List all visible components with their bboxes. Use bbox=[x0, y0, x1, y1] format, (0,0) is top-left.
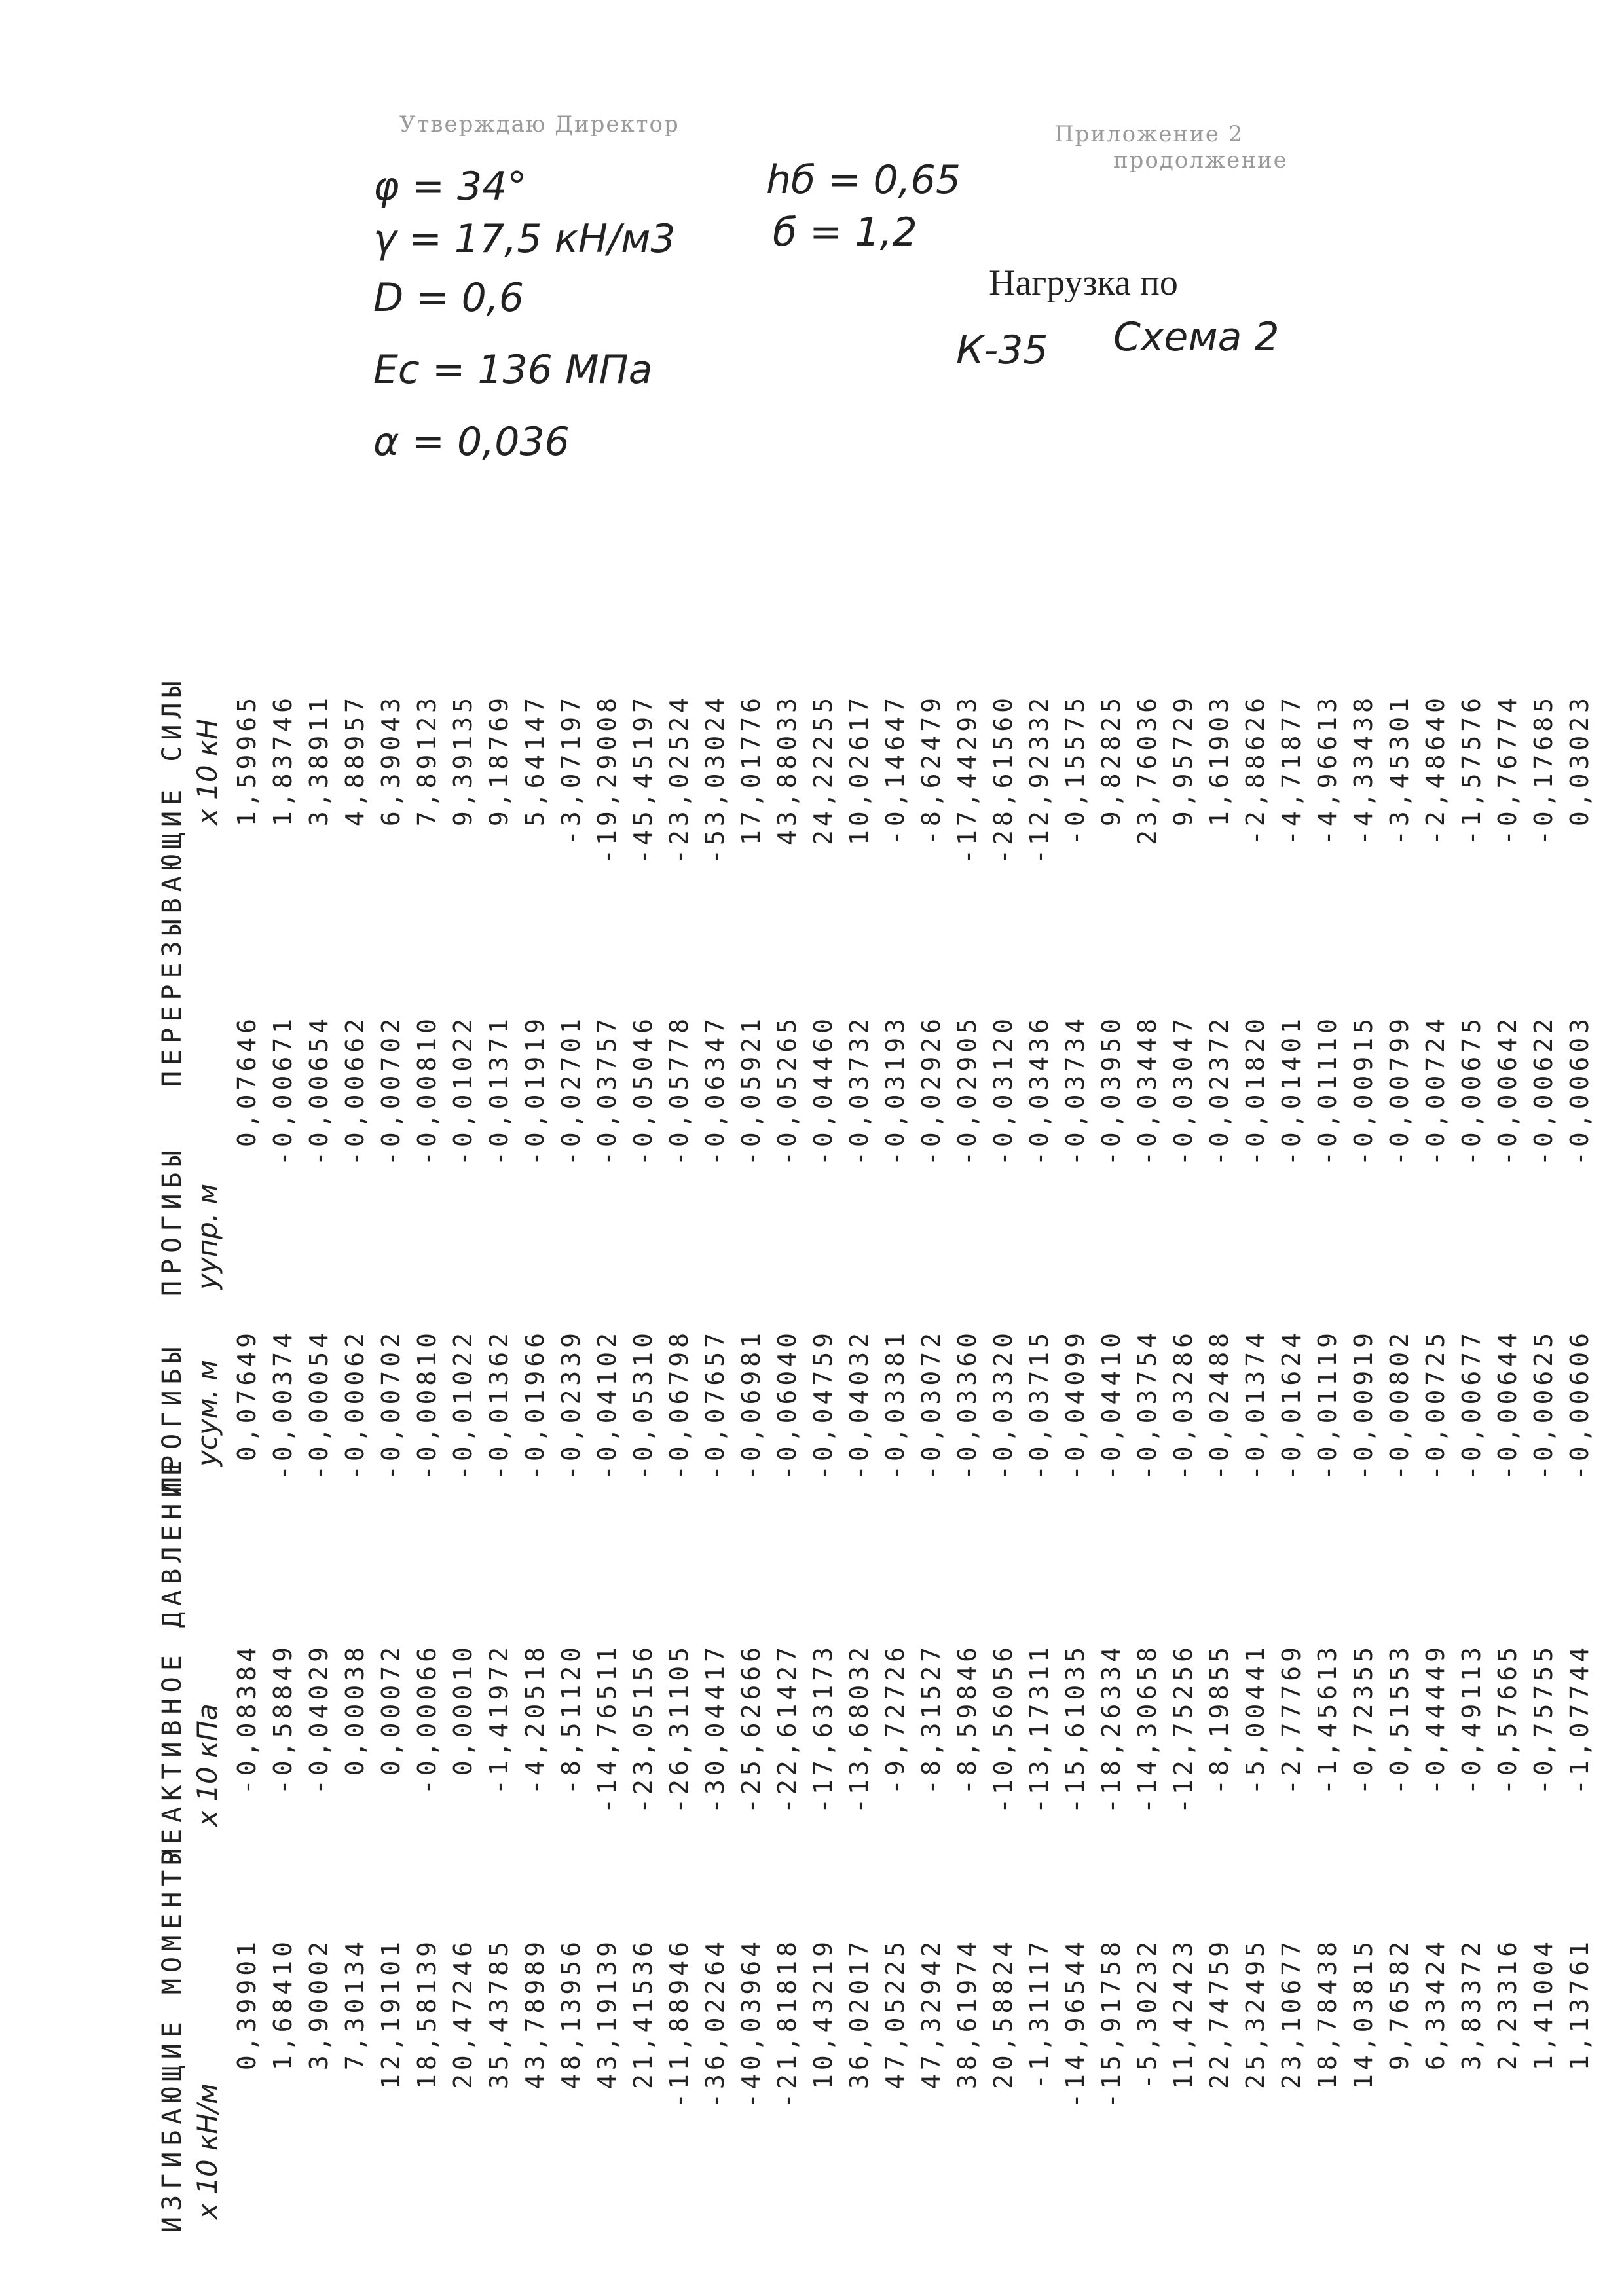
table-cell: -19,29008 bbox=[593, 694, 621, 864]
table-cell: -0,01624 bbox=[1277, 1329, 1306, 1481]
table-cell: -3,45301 bbox=[1385, 694, 1414, 846]
table-cell: -0,06981 bbox=[737, 1329, 766, 1481]
column-header: ПРОГИБЫ bbox=[157, 1341, 187, 1493]
table-cell: -0,05921 bbox=[737, 1015, 766, 1167]
table-cell: -0,03047 bbox=[1169, 1015, 1198, 1167]
table-cell: -40,03964 bbox=[737, 1938, 766, 2108]
table-cell: -1,41972 bbox=[485, 1643, 513, 1795]
table-cell: -12,92332 bbox=[1025, 694, 1054, 864]
table-cell: -0,00810 bbox=[413, 1329, 441, 1481]
table-cell: -0,07657 bbox=[701, 1329, 729, 1481]
table-cell: -0,00054 bbox=[304, 1329, 333, 1481]
table-cell: -0,03715 bbox=[1025, 1329, 1054, 1481]
table-cell: -0,02372 bbox=[1205, 1015, 1234, 1167]
table-cell: -0,05310 bbox=[629, 1329, 657, 1481]
table-cell: -1,31117 bbox=[1025, 1938, 1054, 2090]
results-table bbox=[157, 530, 1594, 2232]
table-cell: -10,56056 bbox=[989, 1643, 1018, 1813]
table-cell: -2,77769 bbox=[1277, 1643, 1306, 1795]
table-cell: -0,00675 bbox=[1457, 1015, 1486, 1167]
table-cell: -0,03734 bbox=[1061, 1015, 1090, 1167]
table-cell: -0,03360 bbox=[953, 1329, 982, 1481]
table-cell: -0,00702 bbox=[377, 1329, 405, 1481]
table-cell: -53,03024 bbox=[701, 694, 729, 864]
table-cell: -8,31527 bbox=[917, 1643, 946, 1795]
table-cell: -0,01110 bbox=[1313, 1015, 1342, 1167]
table-cell: 17,01776 bbox=[737, 694, 766, 846]
table-cell: -0,03072 bbox=[917, 1329, 946, 1481]
table-cell: 9,39135 bbox=[449, 694, 477, 827]
table-cell: 0,07649 bbox=[232, 1329, 261, 1462]
table-cell: -0,03193 bbox=[881, 1015, 910, 1167]
table-cell: 3,83372 bbox=[1457, 1938, 1486, 2071]
table-cell: 3,38911 bbox=[304, 694, 333, 827]
table-cell: -1,07744 bbox=[1565, 1643, 1594, 1795]
table-cell: -0,08384 bbox=[232, 1643, 261, 1795]
table-cell: -0,00810 bbox=[413, 1015, 441, 1167]
table-cell: -28,61560 bbox=[989, 694, 1018, 864]
table-cell: -0,02905 bbox=[953, 1015, 982, 1167]
table-cell: -17,44293 bbox=[953, 694, 982, 864]
table-cell: -0,57665 bbox=[1493, 1643, 1522, 1795]
table-cell: -0,04460 bbox=[809, 1015, 838, 1167]
table-cell: -0,03381 bbox=[881, 1329, 910, 1481]
table-cell: -0,44449 bbox=[1421, 1643, 1450, 1795]
table-cell: -25,62666 bbox=[737, 1643, 766, 1813]
table-cell: 20,47246 bbox=[449, 1938, 477, 2090]
table-cell: -3,07197 bbox=[557, 694, 585, 846]
table-cell: -5,00441 bbox=[1241, 1643, 1270, 1795]
table-cell: 1,59965 bbox=[232, 694, 261, 827]
table-cell: -0,00066 bbox=[413, 1643, 441, 1795]
table-cell: 48,13956 bbox=[557, 1938, 585, 2090]
table-cell: -15,61035 bbox=[1061, 1643, 1090, 1813]
table-cell: -0,03950 bbox=[1097, 1015, 1126, 1167]
table-cell: 47,05225 bbox=[881, 1938, 910, 2090]
table-cell: -11,88946 bbox=[665, 1938, 693, 2108]
table-cell: -4,71877 bbox=[1277, 694, 1306, 846]
table-cell: 11,42423 bbox=[1169, 1938, 1198, 2090]
table-cell: -0,00915 bbox=[1349, 1015, 1378, 1167]
table-cell: 23,76036 bbox=[1133, 694, 1162, 846]
param-d: D = 0,6 bbox=[373, 275, 525, 321]
table-cell: -0,00671 bbox=[268, 1015, 297, 1167]
table-cell: -5,30232 bbox=[1133, 1938, 1162, 2090]
table-cell: -0,58849 bbox=[268, 1643, 297, 1795]
table-cell: -0,01371 bbox=[485, 1015, 513, 1167]
table-cell: 18,58139 bbox=[413, 1938, 441, 2090]
table-cell: -0,04102 bbox=[593, 1329, 621, 1481]
table-cell: -14,76511 bbox=[593, 1643, 621, 1813]
table-cell: -4,20518 bbox=[521, 1643, 549, 1795]
table-cell: 0,00010 bbox=[449, 1643, 477, 1776]
table-cell: -0,00606 bbox=[1565, 1329, 1594, 1481]
table-cell: -0,02488 bbox=[1205, 1329, 1234, 1481]
table-cell: 0,07646 bbox=[232, 1015, 261, 1148]
table-cell: -0,02701 bbox=[557, 1015, 585, 1167]
table-cell: 24,22255 bbox=[809, 694, 838, 846]
table-cell: -0,00919 bbox=[1349, 1329, 1378, 1481]
table-cell: 20,58824 bbox=[989, 1938, 1018, 2090]
table-cell: 36,02017 bbox=[845, 1938, 874, 2090]
table-cell: -2,48640 bbox=[1421, 694, 1450, 846]
table-cell: 9,18769 bbox=[485, 694, 513, 827]
table-cell: 1,61903 bbox=[1205, 694, 1234, 827]
table-cell: -0,04410 bbox=[1097, 1329, 1126, 1481]
table-cell: -8,19855 bbox=[1205, 1643, 1234, 1795]
table-cell: -0,00622 bbox=[1529, 1015, 1558, 1167]
table-cell: -0,04029 bbox=[304, 1643, 333, 1795]
table-cell: -0,03757 bbox=[593, 1015, 621, 1167]
table-cell: -0,06040 bbox=[773, 1329, 802, 1481]
table-cell: -0,00702 bbox=[377, 1015, 405, 1167]
table-cell: 5,64147 bbox=[521, 694, 549, 827]
table-cell: 7,30134 bbox=[341, 1938, 369, 2071]
table-cell: -0,01401 bbox=[1277, 1015, 1306, 1167]
column-unit: yсум. м bbox=[191, 1360, 223, 1467]
table-cell: -17,63173 bbox=[809, 1643, 838, 1813]
table-cell: -0,03754 bbox=[1133, 1329, 1162, 1481]
column-header: ИЗГИБАЮЩИЕ МОМЕНТЫ bbox=[157, 1842, 187, 2232]
table-cell: -13,17311 bbox=[1025, 1643, 1054, 1813]
table-cell: -4,33438 bbox=[1349, 694, 1378, 846]
table-cell: 4,88957 bbox=[341, 694, 369, 827]
table-cell: 3,90002 bbox=[304, 1938, 333, 2071]
table-cell: -0,01820 bbox=[1241, 1015, 1270, 1167]
appendix-stamp-line1: Приложение 2 bbox=[1054, 121, 1244, 147]
table-cell: -0,03286 bbox=[1169, 1329, 1198, 1481]
column-unit: x 10 кН/м bbox=[191, 2083, 223, 2219]
table-cell: 25,32495 bbox=[1241, 1938, 1270, 2090]
table-cell: 35,43785 bbox=[485, 1938, 513, 2090]
table-cell: -0,72355 bbox=[1349, 1643, 1378, 1795]
table-cell: -0,00802 bbox=[1385, 1329, 1414, 1481]
table-cell: -0,00644 bbox=[1493, 1329, 1522, 1481]
table-cell: 43,88033 bbox=[773, 694, 802, 846]
table-cell: -0,01919 bbox=[521, 1015, 549, 1167]
table-cell: -0,03732 bbox=[845, 1015, 874, 1167]
table-cell: 6,33424 bbox=[1421, 1938, 1450, 2071]
table-cell: -1,57576 bbox=[1457, 694, 1486, 846]
table-cell: -0,14647 bbox=[881, 694, 910, 846]
column-values bbox=[229, 694, 1598, 969]
column-unit: x 10 кПа bbox=[191, 1704, 223, 1827]
table-cell: -0,04759 bbox=[809, 1329, 838, 1481]
table-cell: -13,68032 bbox=[845, 1643, 874, 1813]
table-cell: 18,78438 bbox=[1313, 1938, 1342, 2090]
column-values bbox=[229, 1938, 1598, 2213]
appendix-stamp-line2: продолжение bbox=[1113, 147, 1288, 173]
table-cell: -0,00662 bbox=[341, 1015, 369, 1167]
table-cell: -12,75256 bbox=[1169, 1643, 1198, 1813]
table-cell: 0,00072 bbox=[377, 1643, 405, 1776]
table-cell: -0,15575 bbox=[1061, 694, 1090, 846]
param-alpha: α = 0,036 bbox=[373, 419, 570, 465]
table-cell: -0,49113 bbox=[1457, 1643, 1486, 1795]
table-cell: -0,00654 bbox=[304, 1015, 333, 1167]
table-cell: 2,23316 bbox=[1493, 1938, 1522, 2071]
table-cell: -36,02264 bbox=[701, 1938, 729, 2108]
column-unit: yупр. м bbox=[191, 1183, 223, 1290]
table-cell: -0,75755 bbox=[1529, 1643, 1558, 1795]
table-cell: 0,03023 bbox=[1565, 694, 1594, 827]
table-cell: 7,89123 bbox=[413, 694, 441, 827]
table-cell: -0,01374 bbox=[1241, 1329, 1270, 1481]
table-cell: -0,00677 bbox=[1457, 1329, 1486, 1481]
table-cell: -0,03120 bbox=[989, 1015, 1018, 1167]
column-values bbox=[229, 1643, 1598, 1918]
param-ec: Ec = 136 МПа bbox=[373, 347, 653, 393]
table-cell: -0,00799 bbox=[1385, 1015, 1414, 1167]
table-cell: 12,19101 bbox=[377, 1938, 405, 2090]
table-cell: -23,02524 bbox=[665, 694, 693, 864]
table-cell: -2,88626 bbox=[1241, 694, 1270, 846]
column-unit: x 10 кН bbox=[191, 719, 223, 825]
column-header: ПЕРЕРЕЗЫВАЮЩИЕ СИЛЫ bbox=[157, 675, 187, 1087]
table-cell: -0,03436 bbox=[1025, 1015, 1054, 1167]
table-cell: -0,02339 bbox=[557, 1329, 585, 1481]
table-cell: 9,82825 bbox=[1097, 694, 1126, 827]
column-values bbox=[229, 1015, 1598, 1290]
table-cell: -4,96613 bbox=[1313, 694, 1342, 846]
load-ref: К-35 bbox=[956, 327, 1048, 373]
table-cell: -0,00642 bbox=[1493, 1015, 1522, 1167]
table-cell: -0,01022 bbox=[449, 1015, 477, 1167]
table-cell: -0,00603 bbox=[1565, 1015, 1594, 1167]
table-cell: -0,05265 bbox=[773, 1015, 802, 1167]
param-hb: hб = 0,65 bbox=[766, 157, 961, 203]
table-cell: -0,06798 bbox=[665, 1329, 693, 1481]
table-cell: -0,00062 bbox=[341, 1329, 369, 1481]
table-cell: -26,31105 bbox=[665, 1643, 693, 1813]
param-phi: φ = 34° bbox=[373, 164, 527, 210]
table-cell: -8,59846 bbox=[953, 1643, 982, 1795]
table-cell: 0,00038 bbox=[341, 1643, 369, 1776]
table-cell: -0,01362 bbox=[485, 1329, 513, 1481]
approval-stamp: Утверждаю Директор bbox=[399, 111, 680, 137]
table-cell: -8,62479 bbox=[917, 694, 946, 846]
table-cell: 1,41004 bbox=[1529, 1938, 1558, 2071]
table-cell: 9,95729 bbox=[1169, 694, 1198, 827]
table-cell: -14,30658 bbox=[1133, 1643, 1162, 1813]
table-cell: -0,01966 bbox=[521, 1329, 549, 1481]
load-label: Нагрузка по bbox=[989, 263, 1178, 303]
table-cell: 14,03815 bbox=[1349, 1938, 1378, 2090]
table-cell: 21,41536 bbox=[629, 1938, 657, 2090]
table-cell: -8,51120 bbox=[557, 1643, 585, 1795]
table-cell: -14,96544 bbox=[1061, 1938, 1090, 2108]
param-b: б = 1,2 bbox=[773, 210, 917, 255]
table-cell: -0,01022 bbox=[449, 1329, 477, 1481]
table-cell: -0,00374 bbox=[268, 1329, 297, 1481]
table-cell: -0,04099 bbox=[1061, 1329, 1090, 1481]
table-cell: -0,51553 bbox=[1385, 1643, 1414, 1795]
table-cell: -45,45197 bbox=[629, 694, 657, 864]
table-cell: 0,39901 bbox=[232, 1938, 261, 2071]
table-cell: -0,00725 bbox=[1421, 1329, 1450, 1481]
table-cell: -0,03320 bbox=[989, 1329, 1018, 1481]
table-cell: 43,78989 bbox=[521, 1938, 549, 2090]
table-cell: -0,17685 bbox=[1529, 694, 1558, 846]
table-cell: 22,74759 bbox=[1205, 1938, 1234, 2090]
table-cell: -0,05046 bbox=[629, 1015, 657, 1167]
table-cell: 1,68410 bbox=[268, 1938, 297, 2071]
table-cell: -0,00724 bbox=[1421, 1015, 1450, 1167]
table-cell: -0,01119 bbox=[1313, 1329, 1342, 1481]
table-cell: 1,13761 bbox=[1565, 1938, 1594, 2071]
table-cell: 1,83746 bbox=[268, 694, 297, 827]
column-header: ПРОГИБЫ bbox=[157, 1144, 187, 1296]
table-cell: -0,04032 bbox=[845, 1329, 874, 1481]
table-cell: 10,43219 bbox=[809, 1938, 838, 2090]
table-cell: -21,81818 bbox=[773, 1938, 802, 2108]
table-cell: -0,76774 bbox=[1493, 694, 1522, 846]
load-scheme: Схема 2 bbox=[1113, 314, 1280, 360]
table-cell: -18,26334 bbox=[1097, 1643, 1126, 1813]
table-cell: -23,05156 bbox=[629, 1643, 657, 1813]
table-cell: -22,61427 bbox=[773, 1643, 802, 1813]
table-cell: -15,91758 bbox=[1097, 1938, 1126, 2108]
column-values bbox=[229, 1329, 1598, 1604]
table-cell: -0,05778 bbox=[665, 1015, 693, 1167]
table-cell: -30,04417 bbox=[701, 1643, 729, 1813]
table-cell: 43,19139 bbox=[593, 1938, 621, 2090]
table-cell: -0,00625 bbox=[1529, 1329, 1558, 1481]
table-cell: 6,39043 bbox=[377, 694, 405, 827]
column-header: РЕАКТИВНОЕ ДАВЛЕНИЕ bbox=[157, 1454, 187, 1866]
table-cell: -0,02926 bbox=[917, 1015, 946, 1167]
table-cell: 38,61974 bbox=[953, 1938, 982, 2090]
param-gamma: γ = 17,5 кН/м3 bbox=[373, 216, 676, 262]
table-cell: -1,45613 bbox=[1313, 1643, 1342, 1795]
table-cell: 9,76582 bbox=[1385, 1938, 1414, 2071]
table-cell: 23,10677 bbox=[1277, 1938, 1306, 2090]
table-cell: 47,32942 bbox=[917, 1938, 946, 2090]
table-cell: -9,72726 bbox=[881, 1643, 910, 1795]
table-cell: 10,02617 bbox=[845, 694, 874, 846]
table-cell: -0,06347 bbox=[701, 1015, 729, 1167]
table-cell: -0,03448 bbox=[1133, 1015, 1162, 1167]
